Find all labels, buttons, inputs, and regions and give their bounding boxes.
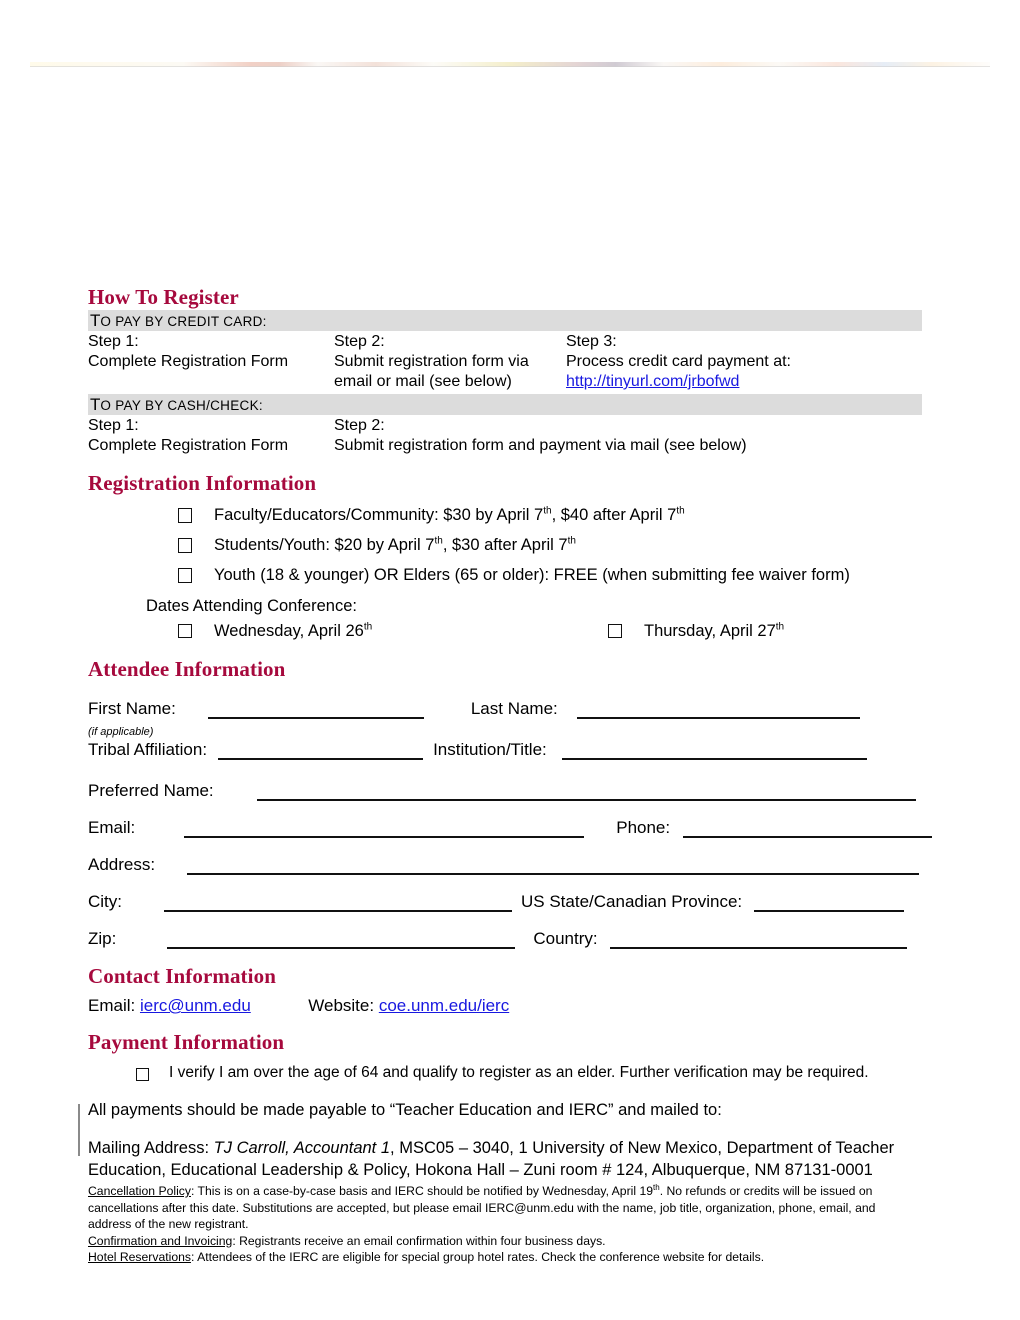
- cash-check-steps: [88, 416, 938, 456]
- row-preferred-name: [88, 780, 938, 801]
- credit-step-2-line-1: Submit registration form via: [334, 353, 529, 370]
- confirmation-invoicing-paragraph: [88, 1233, 920, 1250]
- label-last-name: Last Name:: [470, 699, 558, 718]
- cancellation-policy-text-a: : This is on a case-by-case basis and IERC should be notified by Wednesday, April 19: [190, 1184, 654, 1198]
- band-credit-rest: O PAY BY CREDIT CARD:: [100, 314, 267, 329]
- credit-step-2-label: Step 2:: [334, 333, 385, 350]
- band-pay-by-cash-check: [88, 394, 922, 415]
- input-last-name[interactable]: [577, 699, 860, 719]
- faculty-sup-1: th: [543, 505, 552, 517]
- registration-option-row[interactable]: [178, 504, 938, 526]
- input-state-province[interactable]: [754, 892, 904, 912]
- cash-step-1-label: Step 1:: [88, 417, 139, 434]
- dates-attending-label: Dates Attending Conference:: [146, 597, 357, 615]
- hotel-reservations-text: : Attendees of the IERC are eligible for special group hotel rates. Check the conference website for details.: [190, 1250, 765, 1264]
- label-state-province: US State/Canadian Province:: [521, 892, 743, 911]
- mailing-address-name: TJ Carroll, Accountant 1: [213, 1139, 391, 1157]
- date-thursday-label: [644, 620, 784, 642]
- mailing-address-rest: , MSC05 – 3040, 1 University of New Mexico, Department of Teacher Education, Educational Leadership & Policy, Hokona Hall – Zuni room # 124, Albuquerque, NM 87131-0001: [88, 1139, 895, 1179]
- label-email: Email:: [88, 818, 136, 837]
- mailing-address-label: Mailing Address:: [88, 1139, 210, 1157]
- label-first-name: First Name:: [88, 699, 176, 718]
- faculty-prefix: Faculty/Educators/Community: $30 by April 7: [214, 506, 544, 524]
- date-option-thursday[interactable]: [608, 620, 784, 642]
- section-heading-payment-information: Payment Information: [88, 1030, 285, 1054]
- scan-artifact-line: [30, 66, 990, 67]
- students-mid: , $30 after April 7: [442, 536, 568, 554]
- thursday-prefix: Thursday, April 27: [644, 622, 776, 640]
- students-sup-1: th: [434, 535, 443, 547]
- date-option-wednesday[interactable]: [178, 620, 608, 642]
- input-address[interactable]: [187, 855, 919, 875]
- credit-step-1-line-1: Complete Registration Form: [88, 353, 289, 370]
- cancellation-policy-paragraph: [88, 1183, 920, 1233]
- cash-step-1: [88, 416, 334, 456]
- input-country[interactable]: [610, 929, 907, 949]
- faculty-sup-2: th: [676, 505, 685, 517]
- checkbox-elder-verification[interactable]: [136, 1068, 149, 1081]
- label-country: Country:: [533, 929, 598, 948]
- credit-step-1-label: Step 1:: [88, 333, 139, 350]
- label-institution-title: Institution/Title:: [433, 740, 547, 759]
- band-pay-by-credit-card: [88, 310, 922, 331]
- checkbox-faculty-educators-community[interactable]: [178, 508, 192, 523]
- wednesday-prefix: Wednesday, April 26: [214, 622, 364, 640]
- hotel-reservations-paragraph: [88, 1249, 920, 1266]
- cash-step-2: [334, 416, 938, 456]
- registration-option-row[interactable]: [178, 534, 938, 556]
- label-zip: Zip:: [88, 929, 117, 948]
- label-city: City:: [88, 892, 122, 911]
- elder-verification-label: I verify I am over the age of 64 and qualify to register as an elder. Further verification may be required.: [169, 1064, 869, 1081]
- thursday-sup: th: [775, 621, 785, 633]
- cancellation-policy-label: Cancellation Policy: [88, 1184, 191, 1198]
- cash-step-1-line-1: Complete Registration Form: [88, 437, 289, 454]
- checkbox-wednesday-april-26[interactable]: [178, 624, 192, 638]
- contact-website-link[interactable]: coe.unm.edu/ierc: [378, 996, 510, 1015]
- row-address: [88, 854, 938, 875]
- registration-option-row[interactable]: [178, 564, 938, 586]
- credit-step-1: [88, 332, 334, 392]
- registration-option-faculty-label: [214, 504, 685, 526]
- checkbox-students-youth[interactable]: [178, 538, 192, 553]
- payable-note: All payments should be made payable to “Teacher Education and IERC” and mailed to:: [88, 1101, 722, 1119]
- hotel-reservations-label: Hotel Reservations: [88, 1250, 191, 1264]
- section-heading-registration-information: Registration Information: [88, 471, 317, 495]
- band-cash-first-letter: T: [90, 395, 101, 414]
- date-wednesday-label: [214, 620, 372, 642]
- input-institution-title[interactable]: [562, 740, 867, 760]
- section-heading-how-to-register: How To Register: [88, 285, 239, 309]
- checkbox-thursday-april-27[interactable]: [608, 624, 622, 638]
- registration-option-students-label: [214, 534, 576, 556]
- tribal-affiliation-note: (if applicable): [88, 726, 154, 738]
- checkbox-youth-or-elders-free[interactable]: [178, 568, 192, 583]
- cash-step-2-line-1: Submit registration form and payment via mail (see below): [334, 437, 747, 454]
- confirmation-invoicing-label: Confirmation and Invoicing: [88, 1233, 233, 1248]
- cash-step-2-label: Step 2:: [334, 417, 385, 434]
- credit-step-3: [566, 332, 906, 392]
- elder-verification-row[interactable]: [136, 1063, 938, 1083]
- students-prefix: Students/Youth: $20 by April 7: [214, 536, 435, 554]
- row-first-last-name: [88, 698, 938, 719]
- input-first-name[interactable]: [208, 699, 424, 719]
- credit-step-2: [334, 332, 566, 392]
- label-phone: Phone:: [616, 818, 671, 837]
- cancellation-policy-sup: th: [653, 1182, 660, 1192]
- credit-card-steps: [88, 332, 938, 392]
- credit-step-2-line-2: email or mail (see below): [334, 373, 512, 390]
- input-tribal-affiliation[interactable]: [218, 740, 423, 760]
- label-address: Address:: [88, 855, 156, 874]
- confirmation-invoicing-text: : Registrants receive an email confirmation within four business days.: [232, 1233, 606, 1248]
- mailing-address-block: [88, 1137, 938, 1181]
- students-sup-2: th: [567, 535, 576, 547]
- input-email[interactable]: [184, 818, 584, 838]
- section-heading-attendee-information: Attendee Information: [88, 657, 286, 681]
- contact-email-link[interactable]: ierc@unm.edu: [139, 996, 251, 1015]
- cancellation-policy-text-b: . No refunds or credits will be issued on cancellations after this date. Substitutions are accepted, but please email IERC@unm.edu with the name, job title, organization, phone, email, and address of the new registrant.: [88, 1184, 876, 1231]
- row-email-phone: [88, 817, 938, 838]
- band-credit-first-letter: T: [90, 311, 101, 330]
- faculty-mid: , $40 after April 7: [551, 506, 677, 524]
- band-cash-rest: O PAY BY CASH/CHECK:: [100, 398, 263, 413]
- label-contact-website: Website:: [308, 996, 375, 1015]
- fine-print-block: [88, 1183, 920, 1266]
- input-preferred-name[interactable]: [257, 781, 916, 801]
- input-phone[interactable]: [683, 818, 932, 838]
- row-zip-country: [88, 928, 938, 949]
- section-heading-contact-information: Contact Information: [88, 964, 276, 988]
- credit-card-payment-link[interactable]: http://tinyurl.com/jrbofwd: [566, 373, 740, 390]
- input-zip[interactable]: [167, 929, 515, 949]
- input-city[interactable]: [164, 892, 512, 912]
- label-contact-email: Email:: [88, 996, 136, 1015]
- revision-change-bar: [78, 1104, 80, 1156]
- label-tribal-affiliation: Tribal Affiliation:: [88, 740, 208, 759]
- document-content: [88, 284, 938, 1181]
- dates-attending-row: [88, 620, 938, 642]
- label-preferred-name: Preferred Name:: [88, 781, 214, 800]
- credit-step-3-label: Step 3:: [566, 333, 617, 350]
- credit-step-3-line-1: Process credit card payment at:: [566, 353, 791, 370]
- contact-links-row: [88, 995, 938, 1017]
- row-tribal-institution: [88, 739, 938, 760]
- registration-option-youth-elders-label: Youth (18 & younger) OR Elders (65 or older): FREE (when submitting fee waiver form): [214, 566, 850, 584]
- row-city-state: [88, 891, 938, 912]
- wednesday-sup: th: [363, 621, 373, 633]
